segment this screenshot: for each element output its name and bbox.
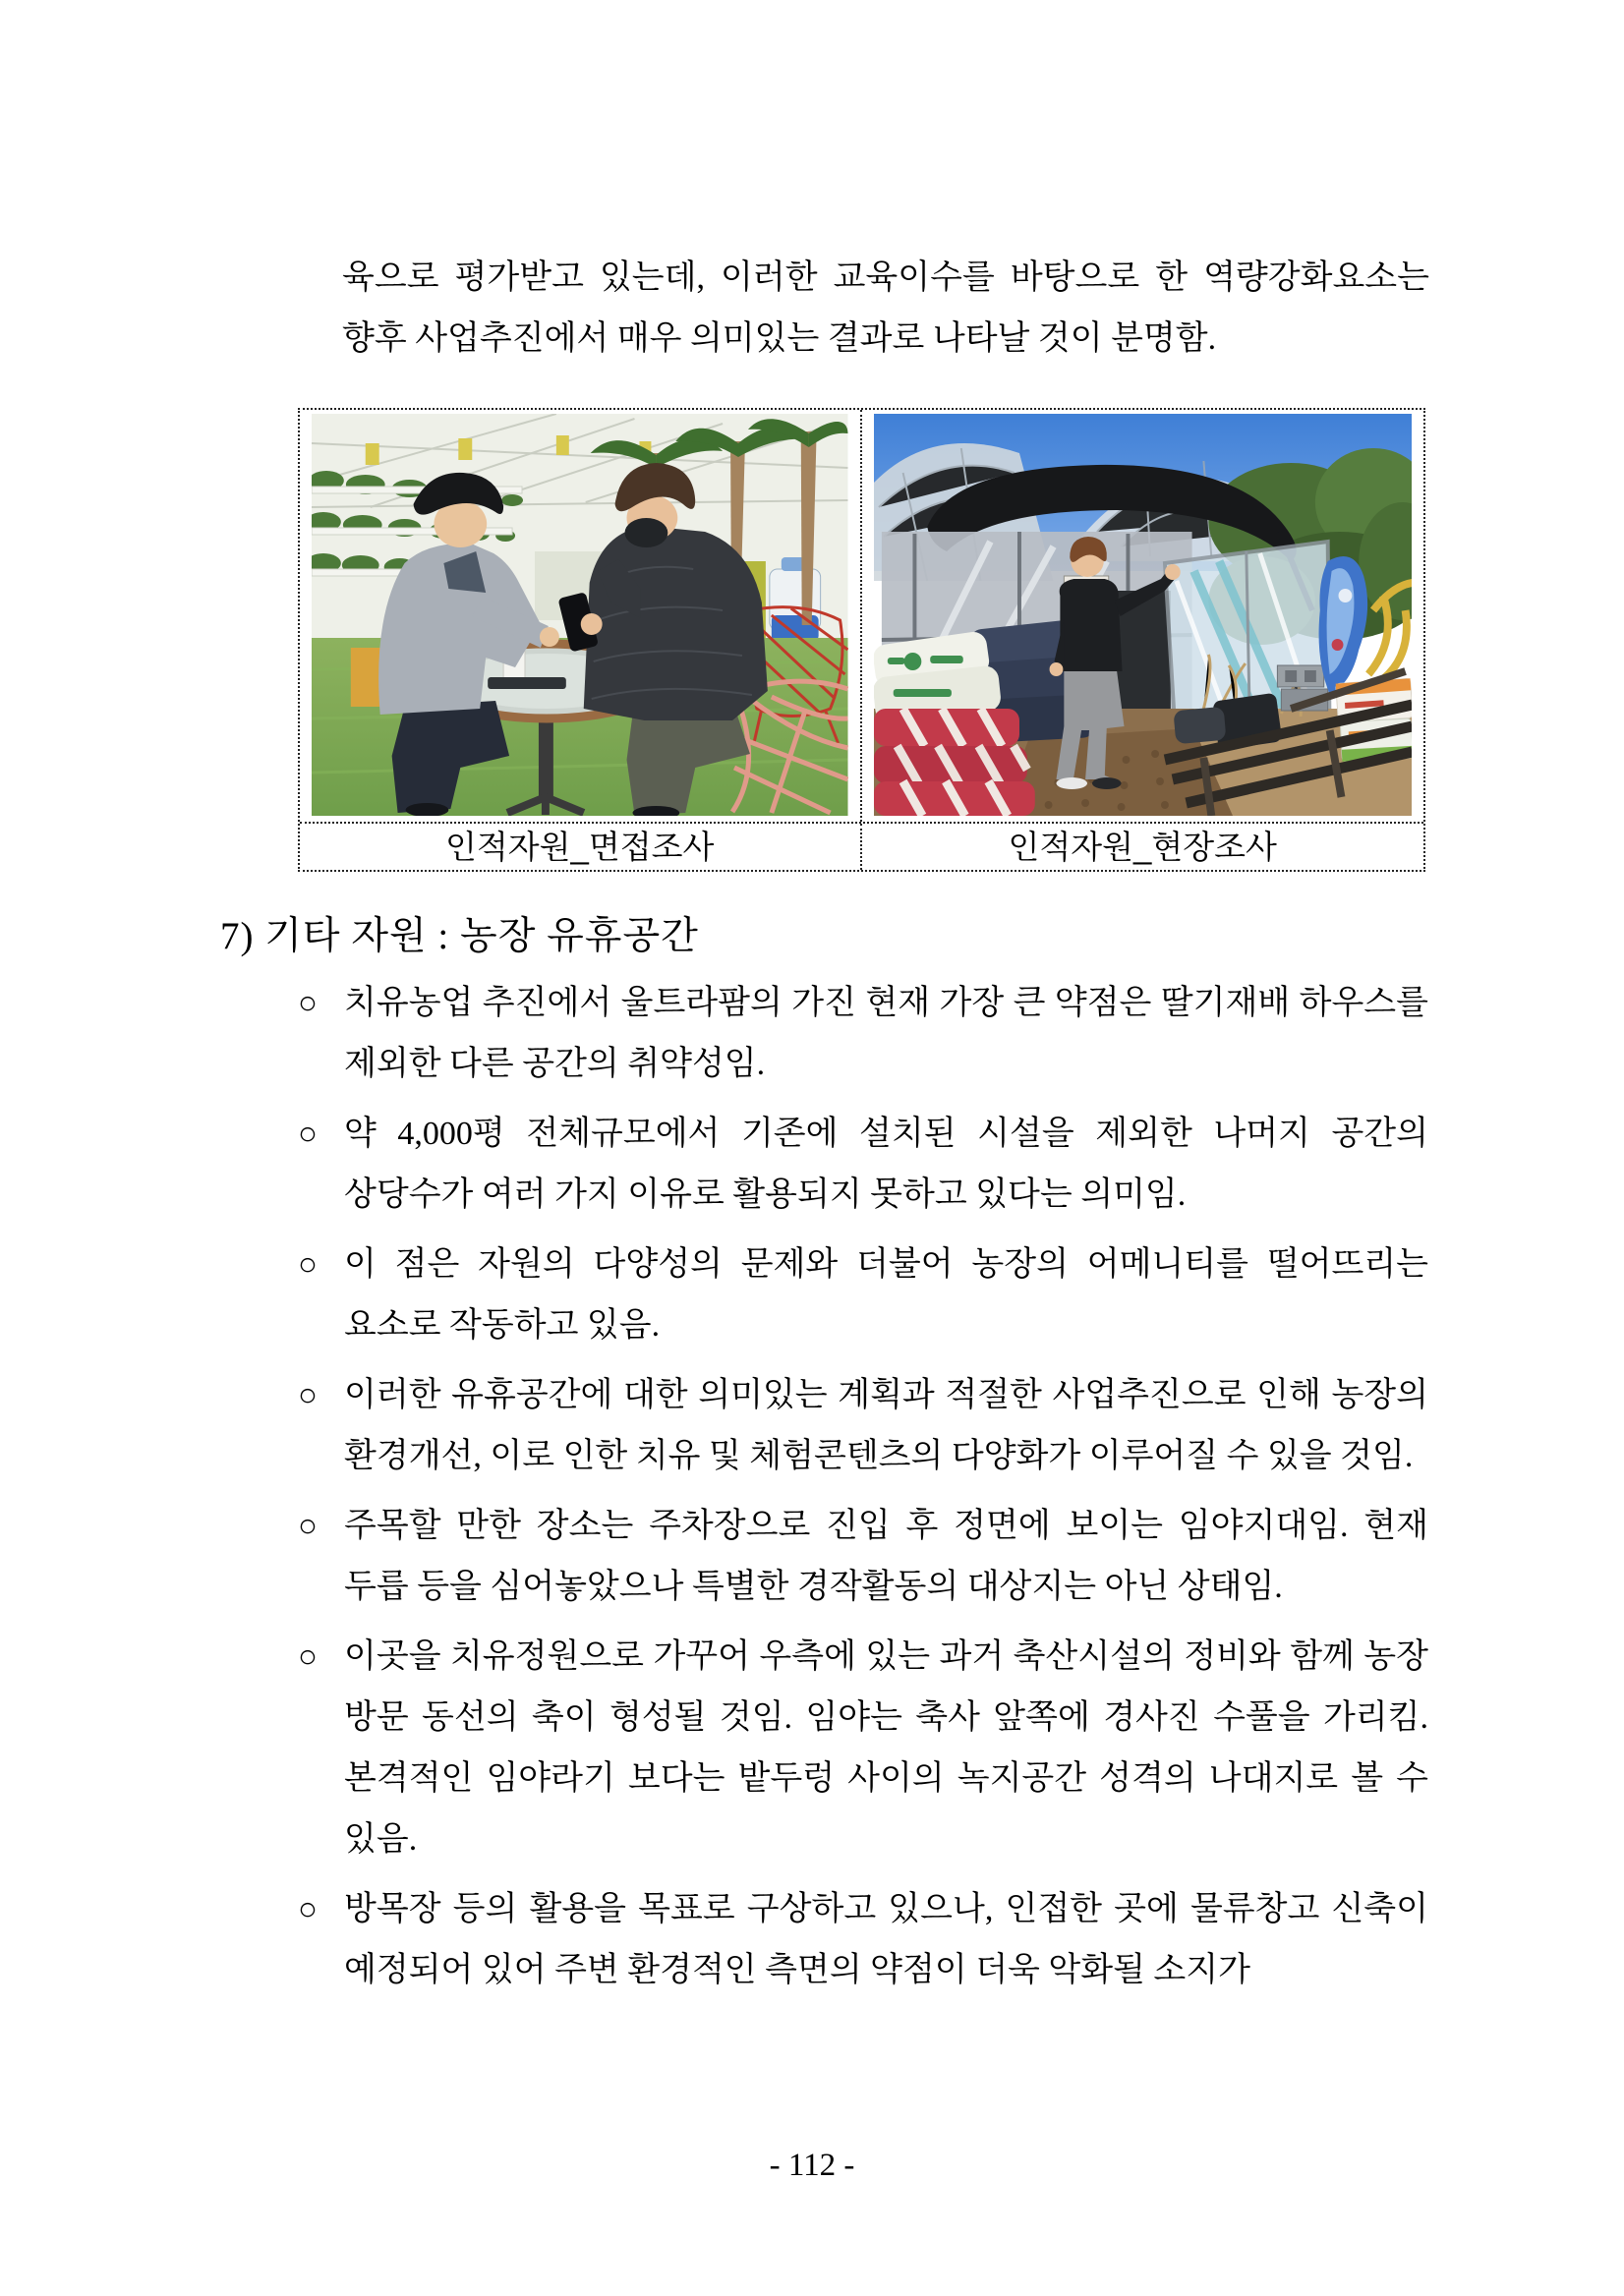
- interview-photo: [312, 414, 848, 816]
- bullet-text: 이러한 유휴공간에 대한 의미있는 계획과 적절한 사업추진으로 인해 농장의 환경개선, 이로 인한 치유 및 체험콘텐츠의 다양화가 이루어질 수 있을 것임.: [344, 1377, 1428, 1474]
- photo-cell-left: [300, 410, 862, 822]
- bullet-item: [298, 973, 1428, 1095]
- bullet-marker: ○: [298, 986, 318, 1021]
- photo-table: [298, 408, 1425, 872]
- bullet-text: 치유농업 추진에서 울트라팜의 가진 현재 가장 큰 약점은 딸기재배 하우스를 제외한 다른 공간의 취약성임.: [344, 985, 1428, 1082]
- photo-row: [300, 410, 1423, 822]
- caption-row: [300, 822, 1423, 870]
- bullet-item: [298, 1627, 1428, 1870]
- red-sacks: [874, 709, 1035, 816]
- bullet-text: 이 점은 자원의 다양성의 문제와 더불어 농장의 어메니티를 떨어뜨리는 요소로 작동하고 있음.: [344, 1246, 1428, 1344]
- blue-sculpture: [1318, 556, 1367, 694]
- bullet-text: 방목장 등의 활용을 목표로 구상하고 있으나, 인접한 곳에 물류창고 신축이 예정되어 있어 주변 환경적인 측면의 약점이 더욱 악화될 소지가: [344, 1891, 1428, 1988]
- bullet-text: 이곳을 치유정원으로 가꾸어 우측에 있는 과거 축산시설의 정비와 함께 농장 방문 동선의 축이 형성될 것임. 임야는 축사 앞쪽에 경사진 수풀을 가리킴. 본격적인 임야라기 보다는 밭두렁 사이의 녹지공간 성격의 나대지로 볼 수 있음.: [344, 1638, 1428, 1858]
- bullet-item: [298, 1104, 1428, 1226]
- photo-caption-left: 인적자원_면접조사: [300, 824, 862, 870]
- bullet-marker: ○: [298, 1117, 318, 1152]
- bullet-item: [298, 1496, 1428, 1618]
- bullet-item: [298, 1234, 1428, 1356]
- bullet-marker: ○: [298, 1378, 318, 1413]
- bullet-text: 약 4,000평 전체규모에서 기존에 설치된 시설을 제외한 나머지 공간의 상당수가 여러 가지 이유로 활용되지 못하고 있다는 의미임.: [344, 1116, 1428, 1213]
- bullet-list: [298, 973, 1428, 2010]
- bullet-marker: ○: [298, 1639, 318, 1675]
- field-survey-photo: [874, 414, 1413, 816]
- bullet-item: [298, 1879, 1428, 2001]
- intro-paragraph: 육으로 평가받고 있는데, 이러한 교육이수를 바탕으로 한 역량강화요소는 향후 사업추진에서 매우 의미있는 결과로 나타날 것이 분명함.: [342, 259, 1429, 357]
- section-heading: 7) 기타 자원 : 농장 유휴공간: [220, 915, 699, 957]
- bullet-text: 주목할 만한 장소는 주차장으로 진입 후 정면에 보이는 임야지대임. 현재 두릅 등을 심어놓았으나 특별한 경작활동의 대상지는 아닌 상태임.: [344, 1508, 1428, 1605]
- yellow-stool: [351, 648, 380, 707]
- page-number: - 112 -: [769, 2148, 855, 2183]
- bullet-marker: ○: [298, 1247, 318, 1283]
- bullet-marker: ○: [298, 1892, 318, 1927]
- bullet-marker: ○: [298, 1509, 318, 1544]
- photo-caption-right: 인적자원_현장조사: [1008, 829, 1277, 865]
- bullet-item: [298, 1365, 1428, 1487]
- photo-cell-right: [862, 410, 1424, 822]
